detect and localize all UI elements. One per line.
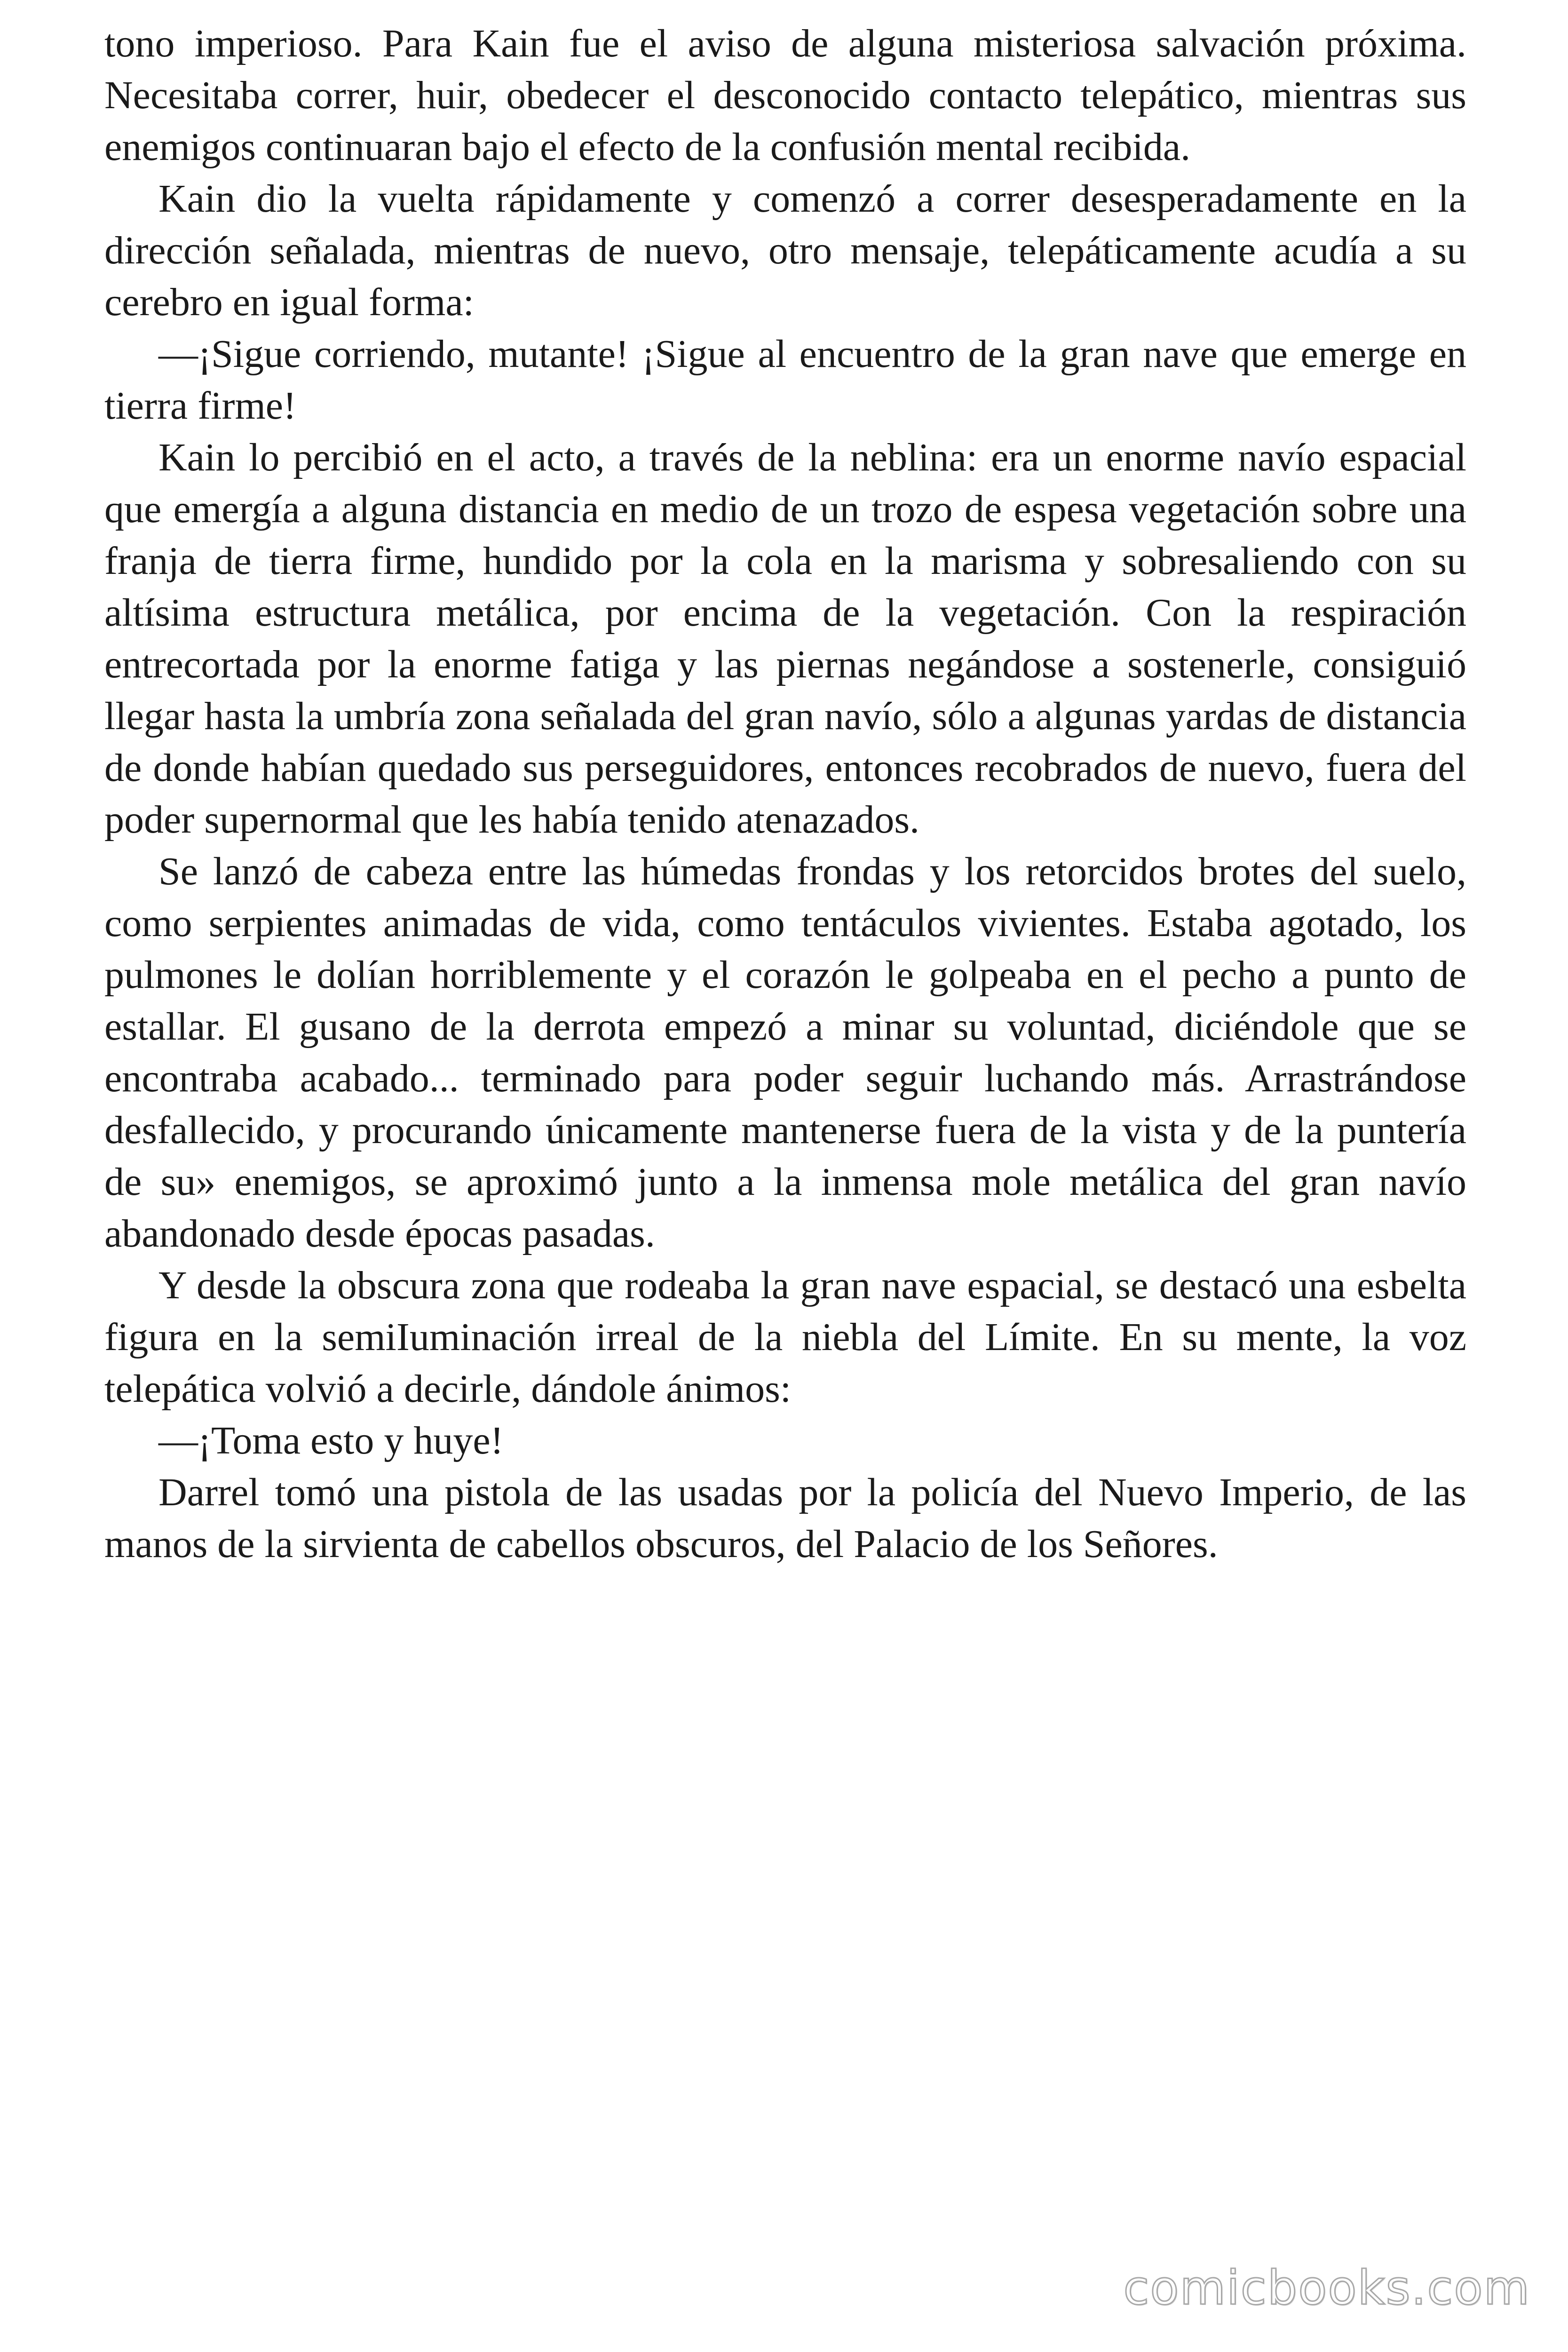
paragraph: Y desde la obscura zona que rodeaba la gran nave espacial, se destacó una esbelta figura en la semiIuminación irreal de la niebla del Límite. En su mente, la voz telepática volvió a decirle, dándole ánimos: — [104, 1263, 1466, 1411]
watermark: comicbooks.com — [1123, 2260, 1530, 2315]
dialogue-paragraph: —¡Sigue corriendo, mutante! ¡Sigue al encuentro de la gran nave que emerge en tierra firme! — [104, 332, 1466, 428]
dialogue-paragraph: —¡Toma esto y huye! — [158, 1419, 504, 1462]
paragraph: Kain lo percibió en el acto, a través de la neblina: era un enorme navío espacial que emergía a alguna distancia en medio de un trozo de espesa vegetación sobre una franja de tierra firme, hundido por la cola en la marisma y sobresaliendo con su altísima estructura metálica, por encima de la vegetación. Con la respiración entrecortada por la enorme fatiga y las piernas negándose a sostenerle, consiguió llegar hasta la umbría zona señalada del gran navío, sólo a algunas yardas de distancia de donde habían quedado sus perseguidores, entonces recobrados de nuevo, fuera del poder supernormal que les había tenido atenazados. — [104, 436, 1466, 842]
paragraph: Kain dio la vuelta rápidamente y comenzó a correr desesperadamente en la dirección señalada, mientras de nuevo, otro mensaje, telepáticamente acudía a su cerebro en igual forma: — [104, 177, 1466, 324]
paragraph: Se lanzó de cabeza entre las húmedas frondas y los retorcidos brotes del suelo, como serpientes animadas de vida, como tentáculos vivientes. Estaba agotado, los pulmones le dolían horriblemente y el corazón le golpeaba en el pecho a punto de estallar. El gusano de la derrota empezó a minar su voluntad, diciéndole que se encontraba acabado... terminado para poder seguir luchando más. Arrastrándose desfallecido, y procurando únicamente mantenerse fuera de la vista y de la puntería de su» enemigos, se aproximó junto a la inmensa mole metálica del gran navío abandonado desde épocas pasadas. — [104, 850, 1466, 1255]
paragraph: Darrel tomó una pistola de las usadas por la policía del Nuevo Imperio, de las manos de la sirvienta de cabellos obscuros, del Palacio de los Señores. — [104, 1470, 1466, 1566]
page-body — [104, 18, 1466, 1570]
paragraph-continuation: tono imperioso. Para Kain fue el aviso de alguna misteriosa salvación próxima. Necesitaba correr, huir, obedecer el desconocido contacto telepático, mientras sus enemigos continuaran bajo el efecto de la confusión mental recibida. — [104, 22, 1466, 169]
